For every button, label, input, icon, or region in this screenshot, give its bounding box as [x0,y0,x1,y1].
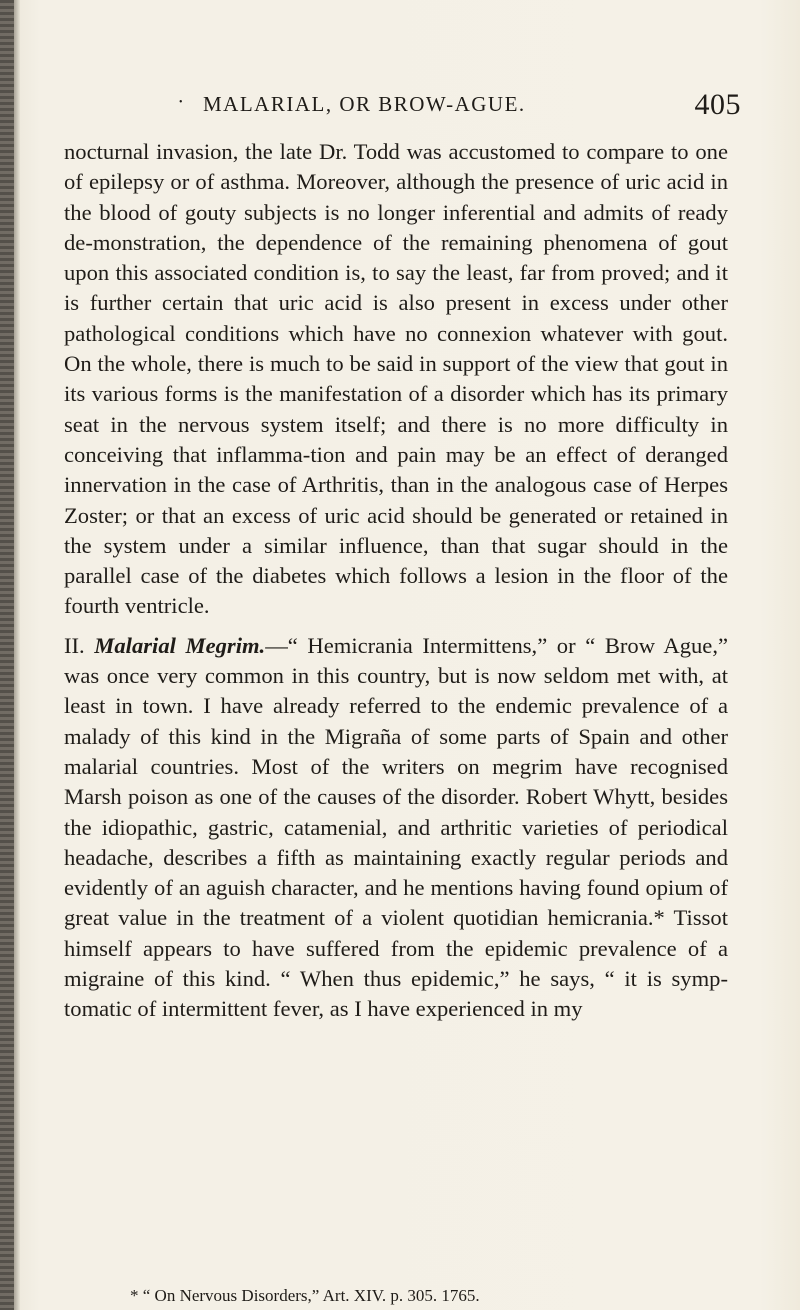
section-title: Malarial Megrim. [94,632,266,658]
page-number: 405 [694,88,741,121]
body-text [64,137,728,1025]
section-text: —“ Hemicrania Intermittens,” or “ Brow Ague,” was once very common in this country, but is now seldom met with, at least in town. I have already referred to the endemic prevalence of a malady of this kind in the Migraña of some parts of Spain and other malarial countries. Most of the writers on megrim have recognised Marsh poison as one of the causes of the disorder. Robert Whytt, besides the idiopathic, gastric, catamenial, and arthritic varieties of periodical headache, describes a fifth as maintaining exactly regular periods and evidently of an aguish character, and he mentions having found opium of great value in the treatment of a violent quotidian hemicrania.* Tissot himself appears to have suffered from the epidemic prevalence of a migraine of this kind. “ When thus epidemic,” he says, “ it is symp-tomatic of intermittent fever, as I have experienced in my [64,632,728,1022]
footnote: * “ On Nervous Disorders,” Art. XIV. p. 305. 1765. [130,1286,480,1305]
book-binding [0,0,14,1310]
section-number: II. [64,632,85,658]
paragraph: nocturnal invasion, the late Dr. Todd was accustomed to compare to one of epilepsy or of asthma. Moreover, although the presence of uric acid in the blood of gouty subjects is no longer inferential and admits of ready de-monstration, the dependence of the remaining phenomena of gout upon this associated condition is, to say the least, far from proved; and it is further certain that uric acid is also present in excess under other pathological conditions which have no connexion whatever with gout. On the whole, there is much to be said in support of the view that gout in its various forms is the manifestation of a disorder which has its primary seat in the nervous system itself; and there is no more difficulty in conceiving that inflamma-tion and pain may be an effect of deranged innervation in the case of Arthritis, than in the analogous case of Herpes Zoster; or that an excess of uric acid should be generated or retained in the system under a similar influence, than that sugar should in the parallel case of the diabetes which follows a lesion in the floor of the fourth ventricle. [64,139,728,619]
running-head: MALARIAL, OR BROW-AGUE. [203,92,526,116]
page-header [55,88,755,128]
binding-shadow [14,0,20,1310]
bullet-icon: • [179,97,183,108]
section-paragraph [64,631,728,1025]
